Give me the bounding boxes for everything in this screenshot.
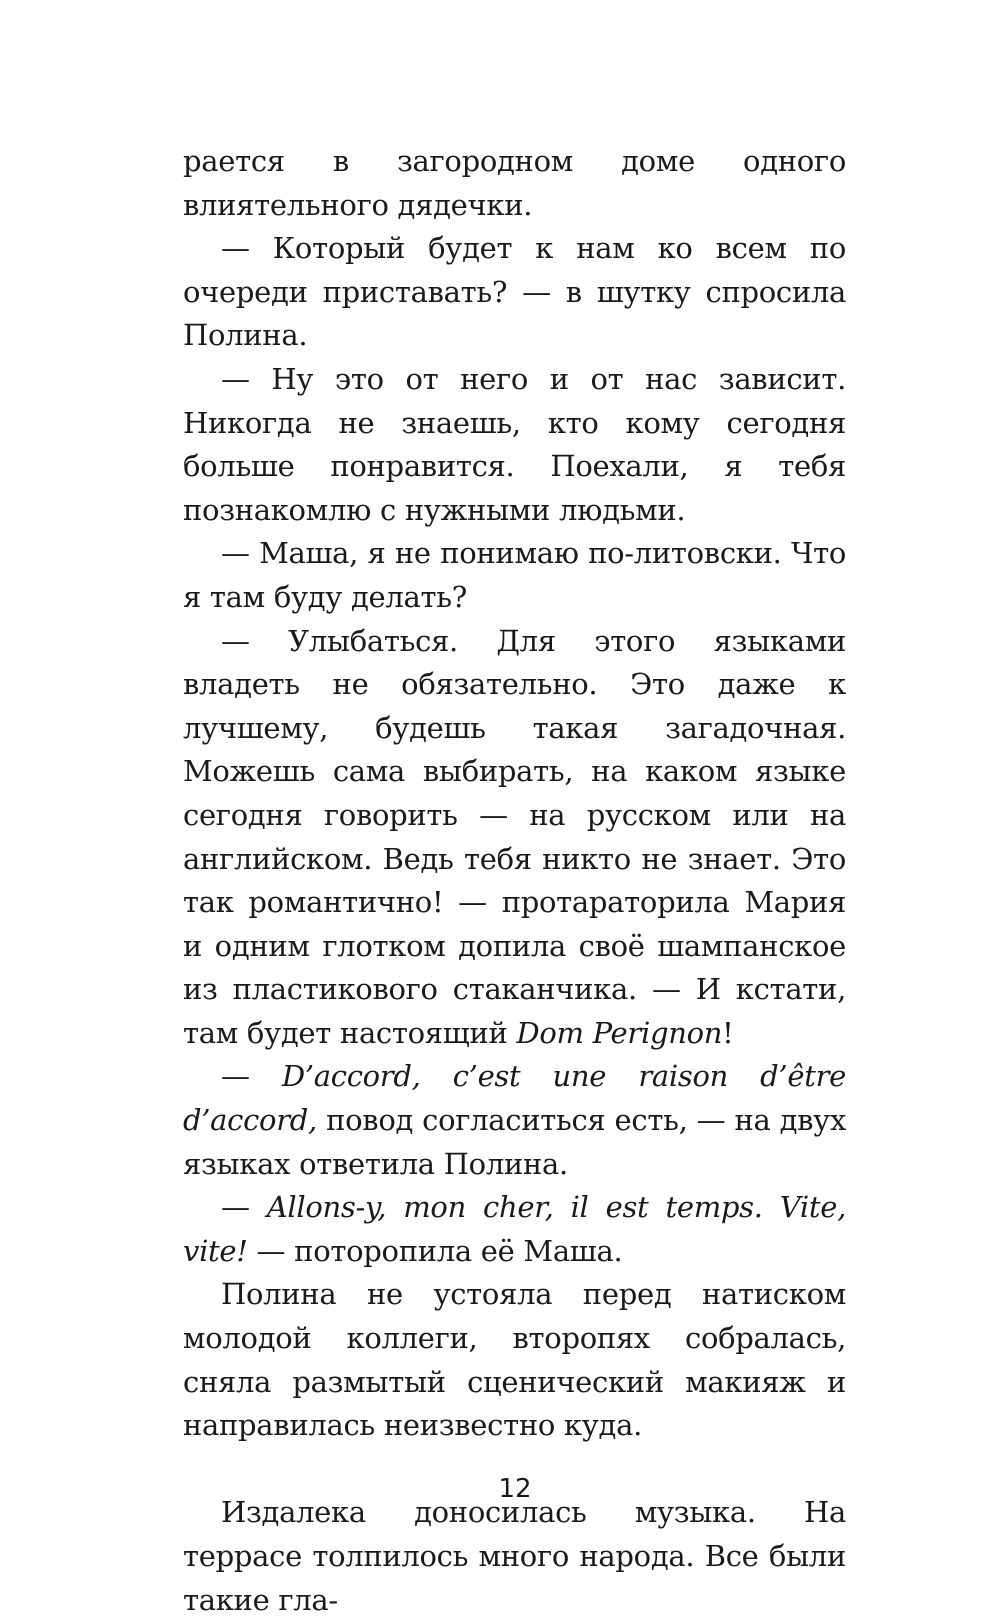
dialogue-text: — Улыбаться. Для этого языками владеть не обязательно. Это даже к лучшему, будешь такая загадочная. Можешь сама выбирать, на каком языке сегодня говорить — на русском или на английском. Ведь тебя никто не знает. Это так романтично! — протараторила Мария и одним глотком допила своё шампанское из пластикового стаканчика. — И кстати, там будет настоящий bbox=[183, 623, 846, 1050]
dialogue-line bbox=[183, 620, 846, 1056]
page-number: 12 bbox=[498, 1474, 532, 1504]
italic-brand-name: Dom Perignon bbox=[516, 1015, 723, 1050]
dialogue-dash: — bbox=[221, 1190, 267, 1225]
dialogue-text: повод согласиться есть, — на двух языках ответила Полина. bbox=[183, 1103, 846, 1181]
dialogue-line bbox=[183, 1186, 846, 1273]
narrative-paragraph: Полина не устояла перед натиском молодой коллеги, второпях собралась, сняла размытый сценический макияж и направилась неизвестно куда. bbox=[183, 1277, 846, 1443]
dialogue-text: — поторопила её Маша. bbox=[247, 1233, 623, 1268]
dialogue-line: — Маша, я не понимаю по-литовски. Что я там буду делать? bbox=[183, 536, 846, 614]
paragraph-continuation: рается в загородном доме одного влиятельного дядечки. bbox=[183, 144, 846, 222]
dialogue-text-end: ! bbox=[722, 1015, 734, 1050]
italic-french-phrase: Allons-y, mon cher, il est temps. Vite, vite! bbox=[183, 1190, 846, 1268]
page-body-text bbox=[183, 140, 846, 1622]
italic-french-phrase: D’accord, c’est une raison d’être d’accord, bbox=[183, 1059, 846, 1138]
dialogue-dash: — bbox=[221, 1059, 282, 1094]
dialogue-line bbox=[183, 1055, 846, 1186]
dialogue-line: — Который будет к нам ко всем по очереди приставать? — в шутку спросила Полина. bbox=[183, 231, 846, 353]
narrative-paragraph: Издалека доносилась музыка. На террасе толпилось много народа. Все были такие гла- bbox=[183, 1495, 846, 1617]
dialogue-line: — Ну это от него и от нас зависит. Никогда не знаешь, кто кому сегодня больше понравится. Поехали, я тебя познакомлю с нужными людьми. bbox=[183, 361, 846, 527]
